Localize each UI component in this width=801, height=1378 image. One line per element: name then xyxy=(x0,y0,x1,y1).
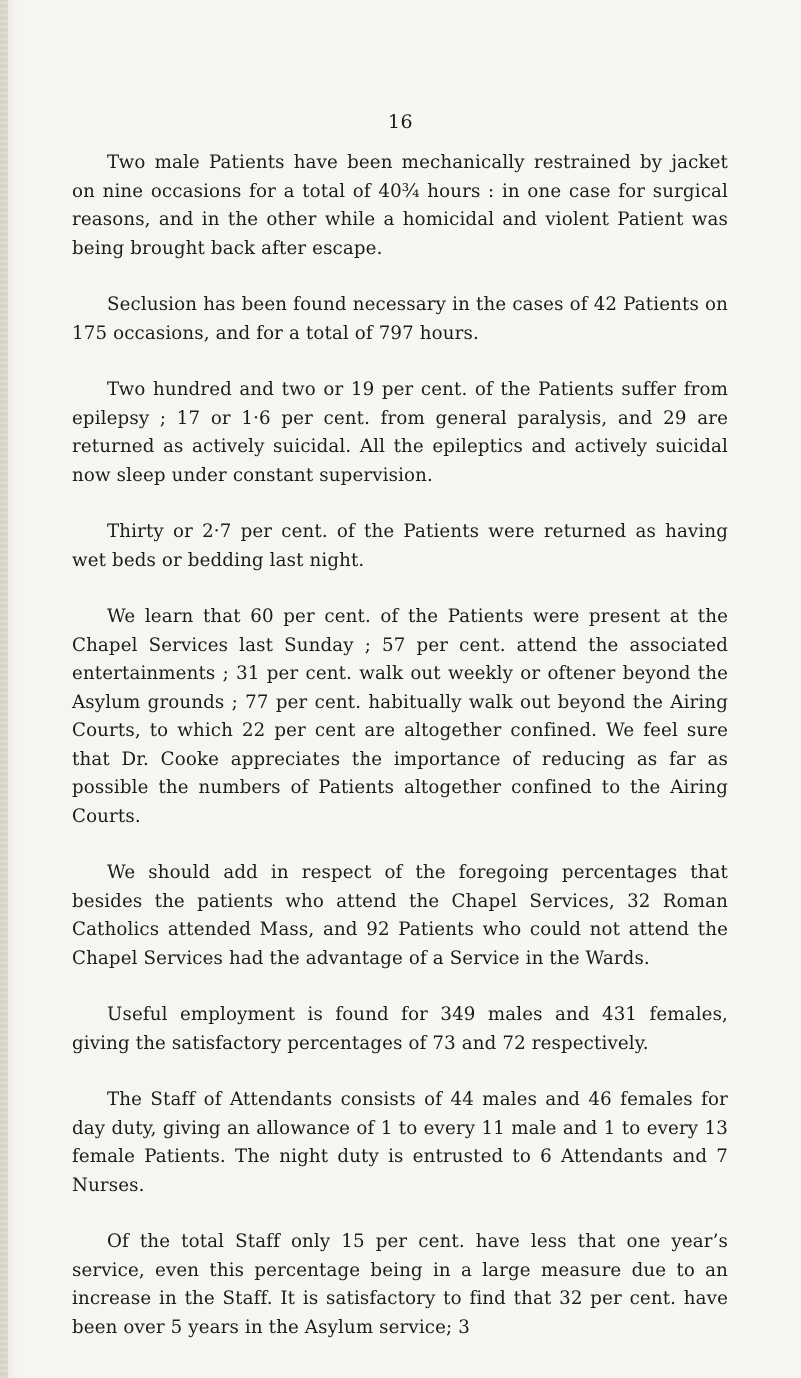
paragraph-epilepsy: Two hundred and two or 19 per cent. of the Patients suffer from epilepsy ; 17 or 1·6 per cent. from general paralysis, and 29 are returned as actively suicidal. All the epileptics and actively suicidal now sleep under constant supervision. xyxy=(72,379,728,486)
page-number: 16 xyxy=(387,111,414,133)
binding-gutter xyxy=(0,0,8,1378)
body-text xyxy=(72,149,728,1370)
paragraph-wet-beds: Thirty or 2·7 per cent. of the Patients were returned as having wet beds or bedding last night. xyxy=(72,521,728,571)
paragraph-seclusion: Seclusion has been found necessary in the cases of 42 Patients on 175 occasions, and for a total of 797 hours. xyxy=(72,294,728,344)
paragraph-attendants: The Staff of Attendants consists of 44 males and 46 females for day duty, giving an allowance of 1 to every 11 male and 1 to every 13 female Patients. The night duty is entrusted to 6 Attendants and 7 Nurses. xyxy=(72,1089,728,1196)
paragraph-restraint: Two male Patients have been mechanically restrained by jacket on nine occasions for a total of 40¾ hours : in one case for surgical reasons, and in the other while a homicidal and violent Patient was being brought back after escape. xyxy=(72,152,728,259)
paragraph-mass-services: We should add in respect of the foregoing percentages that besides the patients who attend the Chapel Services, 32 Roman Catholics attended Mass, and 92 Patients who could not attend the Chapel Services had the advantage of a Service in the Wards. xyxy=(72,862,728,969)
paragraph-employment: Useful employment is found for 349 males and 431 females, giving the satisfactory percentages of 73 and 72 respectively. xyxy=(72,1004,728,1054)
paragraph-chapel-attendance: We learn that 60 per cent. of the Patients were present at the Chapel Services last Sunday ; 57 per cent. attend the associated entertainments ; 31 per cent. walk out weekly or oftener beyond the Asylum grounds ; 77 per cent. habitually walk out beyond the Airing Courts, to which 22 per cent are altogether confined. We feel sure that Dr. Cooke appreciates the importance of reducing as far as possible the numbers of Patients altogether confined to the Airing Courts. xyxy=(72,606,728,827)
paragraph-staff-service: Of the total Staff only 15 per cent. have less that one year’s service, even this percentage being in a large measure due to an increase in the Staff. It is satisfactory to find that 32 per cent. have been over 5 years in the Asylum service; 3 xyxy=(72,1231,728,1338)
